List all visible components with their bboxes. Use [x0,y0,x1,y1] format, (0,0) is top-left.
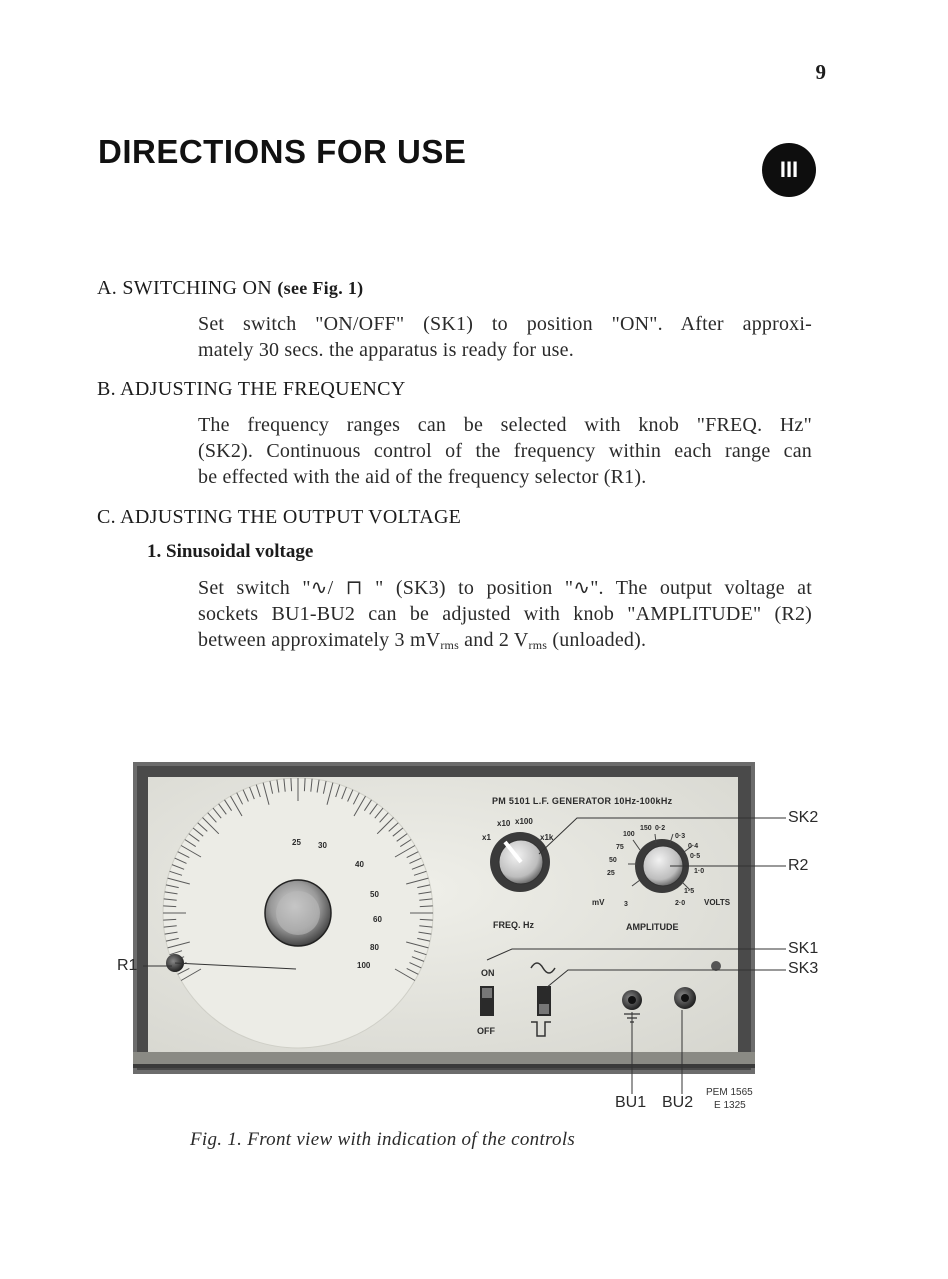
dial-number-label: 100 [357,961,371,970]
figure-ref-2: E 1325 [714,1100,746,1111]
dial-tick [163,919,176,920]
amp-left-label: 50 [609,857,617,864]
section-a-line: Set switch "ON/OFF" (SK1) to position "ON". After approxi- [198,313,812,335]
mv-label: mV [592,898,605,907]
callout-sk1: SK1 [788,940,819,957]
page-title: DIRECTIONS FOR USE [98,133,467,170]
page-number: 9 [815,60,826,84]
off-label: OFF [477,1026,495,1036]
amp-left-label: 75 [616,844,624,851]
section-b-line: be effected with the aid of the frequency selector (R1). [198,466,647,488]
amplitude-label: AMPLITUDE [626,922,679,932]
dial-number-label: 50 [370,890,379,899]
amp-right-label: 0·4 [688,843,699,850]
dial-number-label: 30 [318,841,327,850]
callout-r1: R1 [117,957,138,974]
amp-right-label: 150 [640,825,652,832]
section-c-line: between approximately 3 $mV_{rms}$ and 2 $V_{rms}$ (unloaded). [198,629,647,652]
frequency-dial [163,778,433,1048]
amp-right-label: 2·0 [675,900,686,907]
freq-label: FREQ. Hz [493,920,535,930]
section-c-heading: C. ADJUSTING THE OUTPUT VOLTAGE [97,506,462,528]
section-c-line: sockets BU1-BU2 can be adjusted with knob "AMPLITUDE" (R2) [198,603,812,625]
on-label: ON [481,968,495,978]
callout-bu2: BU2 [662,1094,694,1111]
dial-number-label: 25 [292,838,301,847]
amp-left-label: 100 [623,831,635,838]
figure-caption: Fig. 1. Front view with indication of the controls [190,1129,576,1150]
amp-right-label: 0·5 [690,853,701,860]
section-a-line: mately 30 secs. the apparatus is ready for use. [198,339,574,361]
dial-number-label: 40 [355,860,364,869]
section-a-heading: A. SWITCHING ON (see Fig. 1) [97,277,364,299]
range-label: x1 [482,833,491,842]
volts-label: VOLTS [704,898,731,907]
section-c-subheading: 1. Sinusoidal voltage [147,541,314,562]
amp-right-label: 1·0 [694,868,705,875]
model-label: PM 5101 L.F. GENERATOR 10Hz-100kHz [492,796,673,806]
amp-right-label: 1·5 [684,888,695,895]
amp-left-label: 25 [607,870,615,877]
range-label: x100 [515,817,533,826]
amp-left-label: 3 [624,901,628,908]
dial-tick [420,919,433,920]
dial-number-label: 80 [370,943,379,952]
range-label: x1k [540,833,554,842]
section-b-line: (SK2). Continuous control of the frequency within each range can [198,440,812,462]
callout-sk3: SK3 [788,960,819,977]
figure-ref-1: PEM 1565 [706,1087,753,1098]
amp-right-label: 0·2 [655,825,666,832]
callout-bu1: BU1 [615,1094,647,1111]
chapter-badge: III [762,143,816,197]
dial-tick [163,906,176,907]
section-b-line: The frequency ranges can be selected with knob "FREQ. Hz" [198,414,812,436]
callout-sk2: SK2 [788,809,819,826]
section-c-line: Set switch "∿/ ⊓ " (SK3) to position "∿". The output voltage at [198,577,812,599]
section-b-heading: B. ADJUSTING THE FREQUENCY [97,378,406,400]
range-label: x10 [497,819,511,828]
dial-tick [291,778,292,791]
amp-right-label: 0·3 [675,833,686,840]
callout-r2: R2 [788,857,809,874]
dial-number-label: 60 [373,915,382,924]
dial-tick [304,778,305,791]
dial-tick [420,906,433,907]
